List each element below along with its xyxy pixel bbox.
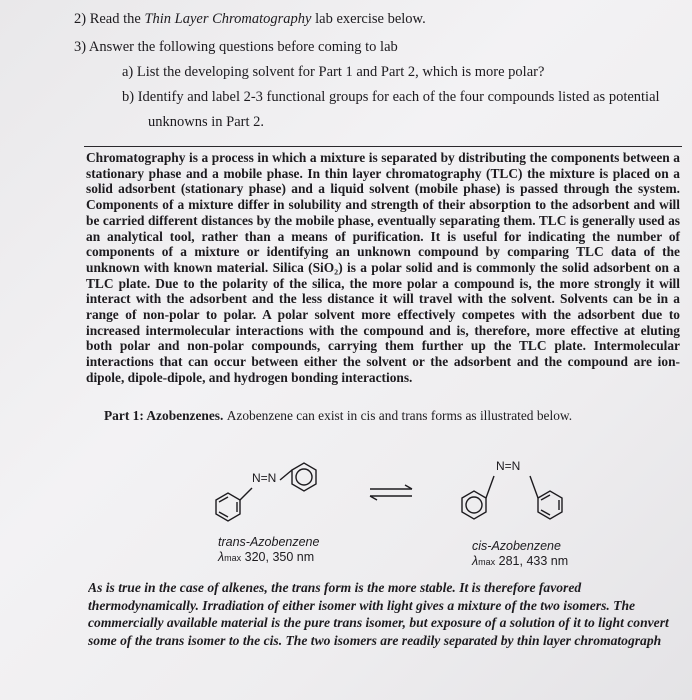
trans-caption: trans-Azobenzene bbox=[218, 535, 320, 549]
trans-lambda-sub: max bbox=[224, 553, 242, 563]
question-3b: b) Identify and label 2-3 functional groups for each of the four compounds listed as potential bbox=[122, 89, 660, 105]
closing-line-1: As is true in the case of alkenes, the trans form is the more stable. It is therefore favored bbox=[88, 580, 582, 595]
trans-bond-left bbox=[240, 488, 252, 500]
closing-paragraph bbox=[88, 579, 692, 649]
azobenzene-diagram bbox=[200, 432, 620, 542]
cis-left-ring bbox=[462, 491, 486, 519]
cis-azo-label: N=N bbox=[496, 459, 521, 473]
cis-lambda bbox=[472, 554, 568, 570]
closing-line-4: some of the trans isomer to the cis. The two isomers are readily separated by thin layer chromatograph bbox=[88, 632, 662, 648]
cis-lambda-values: 281, 433 nm bbox=[495, 554, 569, 568]
section-divider bbox=[84, 146, 682, 147]
cis-caption: cis-Azobenzene bbox=[472, 539, 561, 553]
part-1-line bbox=[104, 408, 572, 424]
question-2-suffix: lab exercise below. bbox=[311, 11, 426, 27]
trans-lambda bbox=[218, 550, 314, 566]
question-2-title: Thin Layer Chromatography bbox=[144, 11, 312, 27]
cis-bond-left bbox=[486, 476, 494, 498]
trans-left-ring bbox=[216, 493, 240, 521]
question-2-prefix: 2) Read the bbox=[74, 11, 145, 27]
closing-line-3: commercially available material is the pure trans isomer, but exposure of a solution of it to light convert bbox=[88, 615, 669, 630]
closing-line-2: thermodynamically. Irradiation of either isomer with light gives a mixture of the two isomers. The bbox=[88, 597, 636, 613]
trans-bond-right bbox=[280, 470, 292, 480]
cis-right-ring bbox=[538, 491, 562, 519]
cis-lambda-sub: max bbox=[478, 557, 496, 567]
trans-lambda-values: 320, 350 nm bbox=[241, 550, 315, 564]
question-3a: a) List the developing solvent for Part 1 and Part 2, which is more polar? bbox=[122, 64, 545, 80]
trans-right-ring bbox=[292, 463, 316, 491]
trans-azo-label: N=N bbox=[252, 471, 277, 485]
question-2 bbox=[74, 10, 426, 29]
question-3b-continued: unknowns in Part 2. bbox=[148, 114, 264, 130]
cis-lambda-symbol: λ bbox=[472, 554, 479, 568]
part-1-text: Azobenzene can exist in cis and trans forms as illustrated below. bbox=[226, 408, 573, 423]
intro-paragraph: Chromatography is a process in which a mixture is separated by distributing the components between a stationary phase and a mobile phase. In thin layer chromatography (TLC) the mixture is placed on a solid adsorbent (stationary phase) and a liquid solvent (mobile phase) is passed through the system. Components of a mixture differ in solubility and strength of their absorption to the adsorbent and will be carried different distances by the mobile phase, eventually separating them. TLC is generally used as an analytical tool, rather than a means of purification. It is useful for indicating the number of components of a mixture or identifying an unknown compound by comparing TLC data of the unknown with known material. Silica (SiO₂) is a polar solid and is commonly the solid adsorbent on a TLC plate. Due to the polarity of the silica, the more polar a compound is, the more strongly it will interact with the adsorbent and the less distance it will travel with the solvent. Solvents can be in a range of non-polar to polar. A polar solvent more effectively competes with the adsorbent due to increased intermolecular interactions with the compound and is, therefore, more effective at eluting both polar and non-polar compounds, carrying them further up the TLC plate. Intermolecular interactions that can occur between either the solvent or the adsorbent and the compound are ion-dipole, dipole-dipole, and hydrogen bonding interactions. bbox=[86, 150, 680, 385]
cis-bond-right bbox=[530, 476, 538, 498]
part-1-heading: Part 1: Azobenzenes. bbox=[104, 408, 224, 423]
equilibrium-arrows bbox=[370, 485, 412, 500]
trans-lambda-symbol: λ bbox=[218, 550, 225, 564]
question-3: 3) Answer the following questions before coming to lab bbox=[74, 39, 398, 55]
